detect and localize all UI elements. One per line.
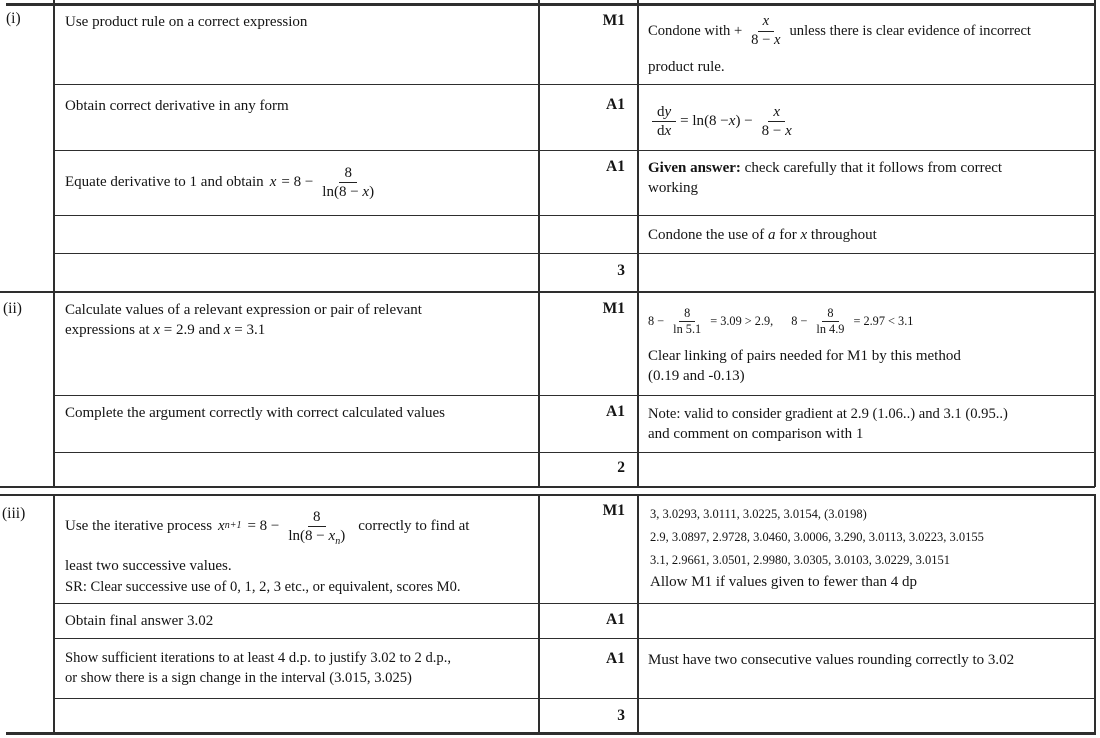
mark-code: A1 [606, 650, 625, 667]
criterion-text: least two successive values. [65, 558, 232, 574]
fraction-denominator [652, 122, 676, 140]
guidance-seg: Condone the use of [648, 227, 768, 243]
den-text: 8 − [751, 31, 774, 48]
guidance-text: working [648, 180, 698, 196]
guidance-seg: for [775, 227, 801, 243]
guidance-var: a [767, 227, 776, 243]
den-var: x [785, 122, 792, 139]
grid-line-row [53, 452, 1094, 453]
grid-line-row [53, 698, 1094, 699]
guidance-text: = 2.97 < 3.1 [853, 313, 914, 328]
part-label-ii: (ii) [3, 300, 22, 317]
num-text: d [657, 103, 665, 120]
guidance-text: Condone with + [648, 23, 743, 39]
den-var: x [328, 527, 336, 544]
fraction [746, 13, 785, 49]
guidance-formula [648, 96, 801, 146]
criterion-var: x [218, 518, 225, 534]
den-var: x [774, 31, 781, 48]
den-subscript: n [335, 535, 341, 547]
den-text: ) [340, 527, 346, 544]
grid-line-row [53, 253, 1094, 254]
fraction [811, 306, 849, 337]
part-label-i: (i) [6, 10, 21, 27]
mark-code: M1 [602, 300, 625, 317]
grid-line-part-separator [0, 494, 1095, 496]
criterion-seg: = 2.9 and [160, 322, 224, 338]
guidance-values: 2.9, 3.0897, 2.9728, 3.0460, 3.0006, 3.290, 3.0113, 3.0223, 3.0155 [650, 530, 984, 544]
guidance-text [648, 158, 1002, 178]
fraction-denominator [746, 32, 785, 50]
mark-code: A1 [606, 158, 625, 175]
part-total-marks: 3 [617, 707, 625, 724]
fraction-denominator [757, 122, 797, 140]
guidance-text: Note: valid to consider gradient at 2.9 (1.06..) and 3.1 (0.95..) [648, 406, 1008, 422]
criterion-text: Show sufficient iterations to at least 4 d.p. to justify 3.02 to 2 d.p., [65, 650, 452, 666]
grid-line-row [53, 150, 1094, 151]
guidance-text: (0.19 and -0.13) [648, 368, 745, 384]
guidance-formula [648, 8, 1031, 54]
guidance-text: Clear linking of pairs needed for M1 by this method [648, 348, 961, 364]
criterion-text: or show there is a sign change in the interval (3.015, 3.025) [65, 670, 412, 686]
criterion-text: Use the iterative process [65, 518, 213, 534]
guidance-text: = ln [680, 113, 705, 129]
fraction [757, 103, 797, 140]
criterion-text: correctly to find at [358, 518, 470, 534]
criterion-text: Obtain final answer 3.02 [65, 613, 214, 629]
fraction-numerator [652, 103, 676, 122]
grid-line-part-separator [0, 486, 1095, 488]
grid-line-vertical [53, 0, 55, 487]
part-label-iii: (iii) [2, 505, 26, 522]
fraction-numerator: x [768, 103, 785, 122]
den-text: 8 − [761, 122, 786, 139]
fraction-denominator: ln 4.9 [816, 321, 845, 336]
guidance-text: = 3.09 > 2.9, [710, 313, 774, 328]
grid-line-part-separator [0, 291, 1095, 293]
mark-code: A1 [606, 96, 625, 113]
grid-line-row [53, 84, 1094, 85]
guidance-values: 3.1, 2.9661, 3.0501, 2.9980, 3.0305, 3.0103, 3.0229, 3.0151 [650, 553, 950, 567]
den-var: x [664, 122, 672, 139]
fraction-numerator: 8 [822, 306, 838, 322]
guidance-bold: Given answer: [648, 160, 741, 176]
guidance-var: x [800, 227, 808, 243]
fraction-numerator: 8 [308, 508, 326, 527]
guidance-text: 8 − [791, 313, 808, 328]
den-text: d [657, 122, 665, 139]
den-var: x [362, 183, 370, 200]
criterion-text: SR: Clear successive use of 0, 1, 2, 3 etc., or equivalent, scores M0. [65, 579, 461, 595]
grid-line-vertical [1094, 0, 1096, 487]
fraction-denominator [283, 527, 350, 545]
fraction [317, 164, 379, 201]
guidance-text: ) − [735, 113, 753, 129]
mark-code: A1 [606, 403, 625, 420]
fraction-numerator: 8 [339, 164, 357, 183]
guidance-seg: throughout [807, 227, 877, 243]
criterion-text: Calculate values of a relevant expression or pair of relevant [65, 302, 422, 318]
criterion-seg: expressions at [65, 322, 154, 338]
grid-line-row [53, 395, 1094, 396]
guidance-text: and comment on comparison with 1 [648, 426, 864, 442]
criterion-seg: = 3.1 [230, 322, 266, 338]
criterion-text: = 8 − [281, 174, 314, 190]
num-var: y [664, 103, 672, 120]
criterion-text: Equate derivative to 1 and obtain [65, 174, 264, 190]
grid-line-row [53, 638, 1094, 639]
criterion-text: Complete the argument correctly with correct calculated values [65, 405, 445, 421]
criterion-text: = 8 − [247, 518, 280, 534]
criterion-formula: Use the iterative process x n+1 = 8 − $\frac{8}{\ln(8 - x_n)}$ correctly to find at [65, 508, 470, 547]
guidance-text: Allow M1 if values given to fewer than 4 dp [650, 574, 918, 590]
guidance-formula [648, 300, 913, 342]
fraction-numerator: x [758, 13, 774, 32]
mark-code: M1 [602, 502, 625, 519]
grid-line-bottom-border [6, 732, 1095, 735]
den-text: (8 − [333, 183, 363, 200]
den-text: ) [369, 183, 375, 200]
fraction-dydx [652, 103, 676, 140]
grid-line-vertical [1094, 494, 1096, 735]
grid-line-row [53, 215, 1094, 216]
fraction [668, 306, 706, 337]
den-text: ln [322, 183, 334, 200]
grid-line-top-border [6, 3, 1095, 6]
guidance-var: x [728, 113, 736, 129]
part-total-marks: 3 [617, 262, 625, 279]
criterion-formula [65, 152, 383, 212]
grid-line-row [53, 603, 1094, 604]
criterion-var: x [269, 174, 277, 190]
mark-code: M1 [602, 12, 625, 29]
guidance-text: product rule. [648, 59, 725, 75]
guidance-text: Must have two consecutive values rounding correctly to 3.02 [648, 652, 1015, 668]
mark-code: A1 [606, 611, 625, 628]
criterion-var: x [153, 322, 160, 338]
guidance-text: 8 − [648, 313, 665, 328]
guidance-text [648, 225, 877, 245]
guidance-text: (8 − [704, 113, 729, 129]
fraction-denominator [317, 183, 379, 201]
fraction [283, 508, 350, 545]
criterion-var: x [223, 322, 231, 338]
fraction-numerator: 8 [679, 306, 695, 322]
guidance-rest: check carefully that it follows from correct [740, 160, 1003, 176]
criterion-text: Use product rule on a correct expression [65, 14, 308, 30]
guidance-text: unless there is clear evidence of incorrect [789, 23, 1031, 39]
fraction-denominator: ln 5.1 [673, 321, 702, 336]
den-text: ln [288, 527, 301, 544]
part-total-marks: 2 [617, 459, 625, 476]
grid-line-vertical [637, 0, 639, 487]
criterion-text [65, 320, 265, 340]
guidance-values: 3, 3.0293, 3.0111, 3.0225, 3.0154, (3.0198) [650, 507, 867, 521]
den-text: (8 − [300, 527, 329, 544]
criterion-text: Obtain correct derivative in any form [65, 98, 289, 114]
